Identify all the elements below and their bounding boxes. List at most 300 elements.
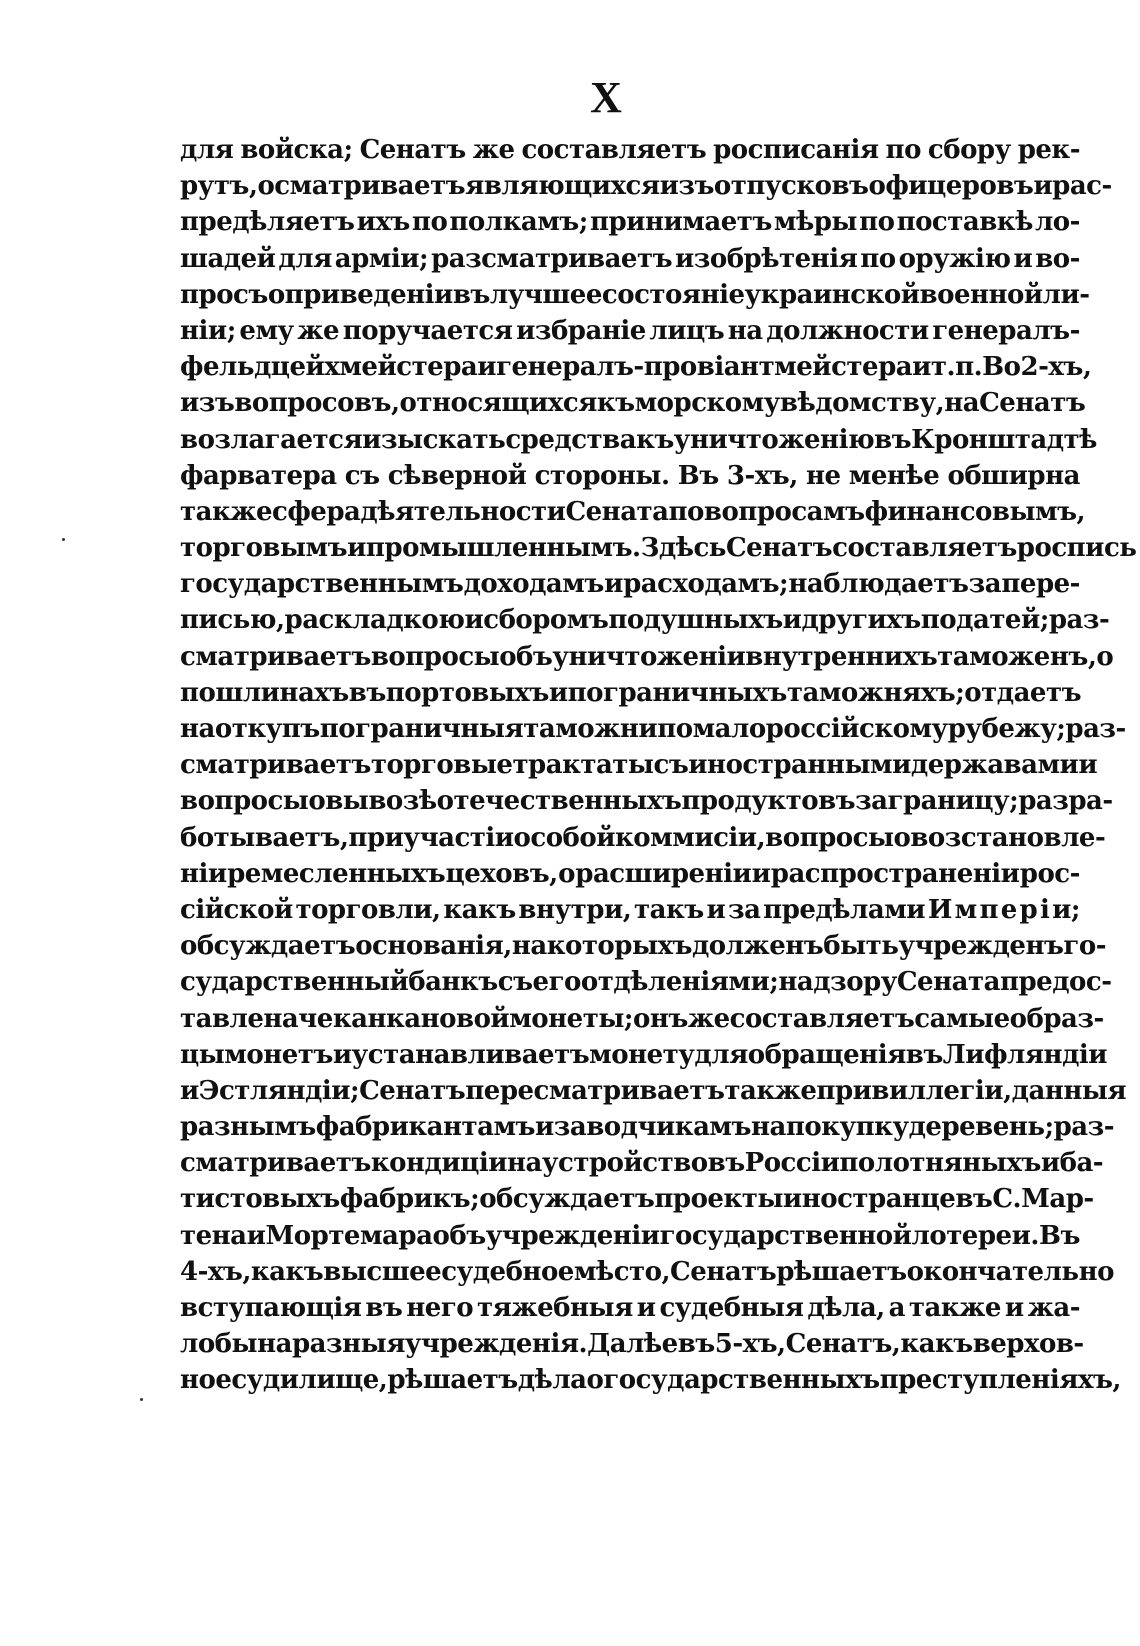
word: вопросы [180, 786, 309, 817]
word: сударственный [180, 967, 409, 998]
word: Далѣе [587, 1329, 678, 1360]
word: доходамъ [463, 569, 604, 600]
word: внутри, [518, 894, 632, 925]
word: относящихся [399, 388, 597, 419]
word: Сената [565, 496, 669, 527]
word: на [180, 714, 215, 744]
word: ба- [1059, 1148, 1104, 1179]
word: лобы [180, 1329, 258, 1360]
word: и [1013, 243, 1033, 274]
word: же [687, 1003, 730, 1034]
word: оружію [898, 243, 1011, 274]
word: росписанія [713, 135, 879, 165]
text-line [180, 964, 1112, 1000]
word: образ- [1009, 1003, 1104, 1034]
word: уничтоженію [673, 424, 875, 455]
word: покупку [785, 1112, 909, 1143]
word: на [727, 315, 763, 346]
word: обсуждаетъ [180, 931, 356, 962]
word: возстановле- [910, 822, 1106, 853]
word: изъ [180, 388, 235, 419]
word: генералъ- [932, 315, 1080, 346]
text-line [180, 1254, 1114, 1290]
word: по [859, 207, 895, 238]
word: вопросы [370, 641, 500, 672]
word: генералъ-провіантмейстера [496, 352, 913, 383]
word: И [927, 894, 952, 925]
word: Въ [1039, 1220, 1080, 1251]
text-line [180, 675, 1080, 711]
word: же [297, 315, 340, 346]
word: просъ [180, 279, 268, 310]
word: вступающія [180, 1293, 362, 1323]
word: другихъ [801, 605, 921, 636]
word: Сената [896, 967, 1000, 998]
word: внутреннихъ [745, 641, 938, 672]
word: пограничныхъ [567, 677, 787, 708]
word: и [1078, 750, 1098, 781]
word: поставкѣ [896, 207, 1033, 238]
word: состояніе [601, 279, 745, 310]
word: фарватера [180, 460, 337, 491]
word: вопросы [765, 822, 894, 853]
word: изобрѣтенія [674, 243, 858, 274]
word: обращенія [747, 1039, 906, 1070]
word: обсуждаетъ [479, 1184, 655, 1215]
word: въ [677, 1329, 715, 1360]
word: мѣры [773, 207, 857, 238]
word: сбору [927, 135, 1011, 165]
word: также [908, 1293, 1001, 1323]
word: избраніе [516, 315, 646, 346]
word: шадей [180, 243, 276, 274]
word: фабрикъ; [339, 1184, 480, 1215]
text-line [180, 458, 1080, 494]
word: Сенатъ [979, 388, 1086, 419]
text-line [180, 928, 1106, 964]
word: въ [348, 677, 386, 708]
word: по [885, 135, 921, 165]
word: рас- [1052, 171, 1112, 202]
word: съ [344, 460, 380, 491]
word: лотереи. [911, 1220, 1039, 1251]
word: С. [992, 1184, 1022, 1215]
word: сматриваетъ [180, 750, 371, 781]
word: м [954, 894, 977, 925]
word: по [411, 207, 448, 238]
word: и [548, 677, 568, 708]
word: въ [707, 1148, 745, 1179]
word: при [348, 822, 404, 853]
word: и [604, 569, 623, 600]
word: и [246, 1220, 266, 1251]
word: изъ [659, 171, 714, 202]
word: на [750, 1112, 786, 1143]
word: раз- [1053, 1112, 1114, 1143]
word: чеканка [298, 1003, 421, 1034]
word: державами [910, 750, 1079, 781]
word: иностранцевъ [782, 1184, 993, 1215]
word: объ [432, 1220, 486, 1251]
text-line [180, 1145, 1104, 1181]
word: сборомъ [483, 605, 609, 636]
word: за [727, 894, 761, 925]
text-line [180, 1362, 1121, 1398]
word: пошлинахъ [180, 677, 349, 708]
word: р [1019, 894, 1038, 925]
word: заграницу; [855, 786, 1019, 817]
word: о [267, 279, 285, 310]
word: Мар- [1021, 1184, 1094, 1215]
word: судилище, [231, 1365, 388, 1396]
text-line [180, 1001, 1104, 1037]
word: высшее [323, 1256, 442, 1287]
word: вопросамъ [703, 496, 865, 527]
word: и [477, 352, 497, 383]
word: 2-хъ, [1020, 352, 1092, 383]
word: разсматриваетъ [431, 243, 673, 274]
word: п. [955, 352, 983, 383]
text-line [180, 1326, 1084, 1362]
word: какъ [250, 1256, 324, 1287]
text-line [180, 1181, 1094, 1217]
word: также [180, 496, 273, 527]
word: окончательно [906, 1256, 1114, 1287]
text-line [180, 856, 1080, 892]
word: возлагается [180, 424, 363, 455]
word: предѣлами [763, 894, 926, 925]
word: изыскать [362, 424, 506, 455]
word: цеховъ, [445, 858, 558, 889]
word: лицъ [649, 315, 725, 346]
word: Россіи [744, 1148, 840, 1179]
word: сійской [180, 894, 293, 925]
word: таможенъ, [937, 641, 1097, 672]
text-line [180, 494, 1086, 530]
word: морскому [634, 388, 780, 419]
text-line [180, 1037, 1108, 1073]
word: Здѣсь [640, 533, 726, 564]
word: составляетъ [729, 1003, 915, 1034]
text-line [180, 711, 1126, 747]
word: и [1004, 1293, 1024, 1323]
word: государственныхъ [603, 1365, 880, 1396]
word: менѣе [848, 460, 940, 491]
word: монету [589, 1039, 695, 1070]
word: полотняныхъ [839, 1148, 1041, 1179]
word: въ [905, 1039, 943, 1070]
word: наблюдаетъ [788, 569, 969, 600]
word: арміи; [334, 243, 429, 274]
word: Сенатъ, [785, 1329, 901, 1360]
word: долженъ [691, 931, 824, 962]
word: торговымъ [180, 533, 348, 564]
word: въ [365, 1293, 403, 1323]
word: по [668, 496, 704, 527]
word: раскладкою [284, 605, 465, 636]
word: 3-хъ, [726, 460, 798, 491]
word: рутъ, [180, 171, 258, 202]
word: ніи [180, 858, 227, 889]
word: дѣятельности [360, 496, 566, 527]
word: Сенатъ [670, 1256, 777, 1287]
word: предѣляетъ [180, 207, 355, 238]
word: заводчикамъ [553, 1112, 751, 1143]
word: сѣверной [387, 460, 527, 491]
text-line [180, 1109, 1114, 1145]
scan-speck [62, 538, 65, 541]
word: должности [766, 315, 929, 346]
text-line [180, 783, 1113, 819]
word: расширеніи [575, 858, 752, 889]
word: и [706, 894, 726, 925]
word: уничтоженіи [552, 641, 746, 672]
word: поручается [342, 315, 513, 346]
scan-speck [140, 1398, 143, 1401]
word: дѣла [517, 1365, 587, 1396]
word: промышленнымъ. [365, 533, 641, 564]
word: на [511, 931, 547, 962]
text-line [180, 132, 1080, 168]
word: и [751, 858, 771, 889]
word: и [332, 1039, 352, 1070]
text-line [180, 602, 1110, 638]
word: и [347, 533, 366, 564]
word: разнымъ [180, 1112, 316, 1143]
word: и [912, 352, 931, 383]
word: него [406, 1293, 474, 1323]
text-line [180, 349, 1092, 385]
text-line [180, 241, 1080, 277]
word: судебное [441, 1256, 574, 1287]
word: въ [874, 424, 912, 455]
text-line [180, 639, 1114, 675]
word: Сенатъ [359, 1075, 466, 1106]
word: ихъ [356, 207, 410, 238]
word: Сенатъ [725, 533, 833, 564]
word: ло- [1034, 207, 1080, 238]
word: военной [919, 279, 1043, 310]
word: разныя [291, 1329, 405, 1360]
word: верхов- [972, 1329, 1084, 1360]
word: 4-хъ, [180, 1256, 251, 1287]
page-number: X [590, 73, 620, 122]
word: для [180, 135, 234, 165]
word: сматриваетъ [180, 641, 371, 672]
word: е [1000, 894, 1017, 925]
word: ремесленныхъ [227, 858, 446, 889]
word: учрежденія. [404, 1329, 588, 1360]
word: портовыхъ [385, 677, 549, 708]
text-line [180, 422, 1097, 458]
word: къ [636, 424, 674, 455]
word: вѣдомству, [779, 388, 945, 419]
word: которыхъ [546, 931, 692, 962]
word: составляетъ [521, 135, 707, 165]
word: роспись [1016, 533, 1137, 564]
word: войска; [240, 135, 353, 165]
text-line [180, 892, 1080, 928]
word: стороны. [534, 460, 670, 491]
word: таможни [523, 714, 658, 744]
word: ли- [1042, 279, 1090, 310]
word: онъ [633, 1003, 688, 1034]
word: расходамъ; [623, 569, 789, 600]
word: для [278, 243, 332, 274]
word: какъ [443, 894, 516, 925]
word: предос- [999, 967, 1112, 998]
word: финансовымъ, [864, 496, 1086, 527]
word: т. [930, 352, 956, 383]
word: о [308, 786, 326, 817]
word: объ [499, 641, 553, 672]
word: новой [420, 1003, 510, 1034]
word: продуктовъ [681, 786, 856, 817]
word: участіи [403, 822, 514, 853]
word: раз- [1048, 605, 1110, 636]
word: цы [180, 1039, 225, 1070]
word: обширна [947, 460, 1080, 491]
word: таможняхъ; [786, 677, 965, 708]
word: учрежденіи [485, 1220, 660, 1251]
word: малороссійскому [692, 714, 948, 744]
word: писью, [180, 605, 285, 636]
word: съ [497, 967, 533, 998]
word: жа- [1027, 1293, 1080, 1323]
word: судебныя [659, 1293, 804, 1323]
word: по [657, 714, 693, 744]
word: учрежденъ [898, 931, 1064, 962]
word: средства [505, 424, 637, 455]
word: привиллегіи, [816, 1075, 1012, 1106]
word: Лифляндіи [942, 1039, 1108, 1070]
word: на [257, 1329, 292, 1360]
word: же [472, 135, 515, 165]
word: государственнымъ [180, 569, 464, 600]
word: о [558, 858, 575, 889]
word: пере- [1001, 569, 1080, 600]
word: коммисіи, [615, 822, 766, 853]
word: приведеніи [284, 279, 453, 310]
word: ботываетъ, [180, 822, 349, 853]
word: рубежу; [947, 714, 1066, 744]
word: полкамъ; [449, 207, 588, 238]
word: и [636, 1293, 656, 1323]
word: отпусковъ [713, 171, 869, 202]
word: трактаты [512, 750, 654, 781]
word: устройство [541, 1148, 708, 1179]
word: торговые [370, 750, 513, 781]
word: о [586, 1365, 604, 1396]
word: сфера [272, 496, 361, 527]
word: преступленіяхъ, [879, 1365, 1121, 1396]
text-line [180, 1218, 1080, 1254]
word: фельдцейхмейстера [180, 352, 478, 383]
word: ное [180, 1365, 232, 1396]
word: кондиціи [370, 1148, 507, 1179]
text-line [180, 204, 1080, 240]
word: разра- [1018, 786, 1113, 817]
word: ему [239, 315, 294, 346]
word: основанія, [355, 931, 512, 962]
text-line [180, 277, 1090, 313]
word: отдѣленіями; [580, 967, 779, 998]
word: Мортемара [265, 1220, 433, 1251]
page-body [180, 132, 1137, 1399]
word: за [968, 569, 1002, 600]
word: п [979, 894, 998, 925]
word: къ [596, 388, 635, 419]
word: для [694, 1039, 748, 1070]
word: раз- [1065, 714, 1126, 744]
word: принимаетъ [589, 207, 772, 238]
word: на [944, 388, 980, 419]
word: отечественныхъ [436, 786, 682, 817]
word: о [1096, 641, 1114, 672]
word: украинской [744, 279, 920, 310]
text-line [180, 747, 1098, 783]
word: быть [823, 931, 899, 962]
word: офицеровъ [868, 171, 1034, 202]
word: въ [452, 279, 490, 310]
word: деревень; [908, 1112, 1054, 1143]
word: также [724, 1075, 817, 1106]
word: осматриваетъ [257, 171, 466, 202]
word: рос- [1019, 858, 1080, 889]
word: и; [1052, 894, 1080, 925]
word: рѣшаетъ [776, 1256, 907, 1287]
word: и [464, 605, 484, 636]
word: на [507, 1148, 542, 1179]
text-line [180, 313, 1080, 349]
word: по [860, 243, 896, 274]
word: Въ [677, 460, 719, 491]
text-line [180, 566, 1080, 602]
word: сматриваетъ [180, 1148, 371, 1179]
word: 5-хъ, [714, 1329, 786, 1360]
word: являющихся [465, 171, 660, 202]
word: отдаетъ [964, 677, 1082, 708]
word: проекты [654, 1184, 783, 1215]
word: особой [513, 822, 616, 853]
word: банкъ [408, 967, 498, 998]
word: торговли, [295, 894, 441, 925]
word: о [893, 822, 911, 853]
word: фабрикантамъ [315, 1112, 535, 1143]
word: откупъ [214, 714, 320, 744]
word: не [806, 460, 841, 491]
word: Кронштадтѣ [911, 424, 1097, 455]
word: рек- [1017, 135, 1080, 165]
word: Во [982, 352, 1021, 383]
word: его [532, 967, 581, 998]
word: и [535, 1112, 554, 1143]
word: и [1040, 1148, 1060, 1179]
word: устанавливаетъ [351, 1039, 590, 1070]
text-line [180, 1073, 1127, 1109]
word: и [1033, 171, 1053, 202]
word: надзору [778, 967, 897, 998]
word: вывозѣ [325, 786, 437, 817]
word: го- [1063, 931, 1106, 962]
word: данныя [1011, 1075, 1127, 1106]
word: податей; [920, 605, 1049, 636]
word: во- [1035, 243, 1080, 274]
word: составляетъ [832, 533, 1017, 564]
text-line [180, 1290, 1080, 1326]
word: пограничныя [319, 714, 524, 744]
text-line [180, 530, 1137, 566]
